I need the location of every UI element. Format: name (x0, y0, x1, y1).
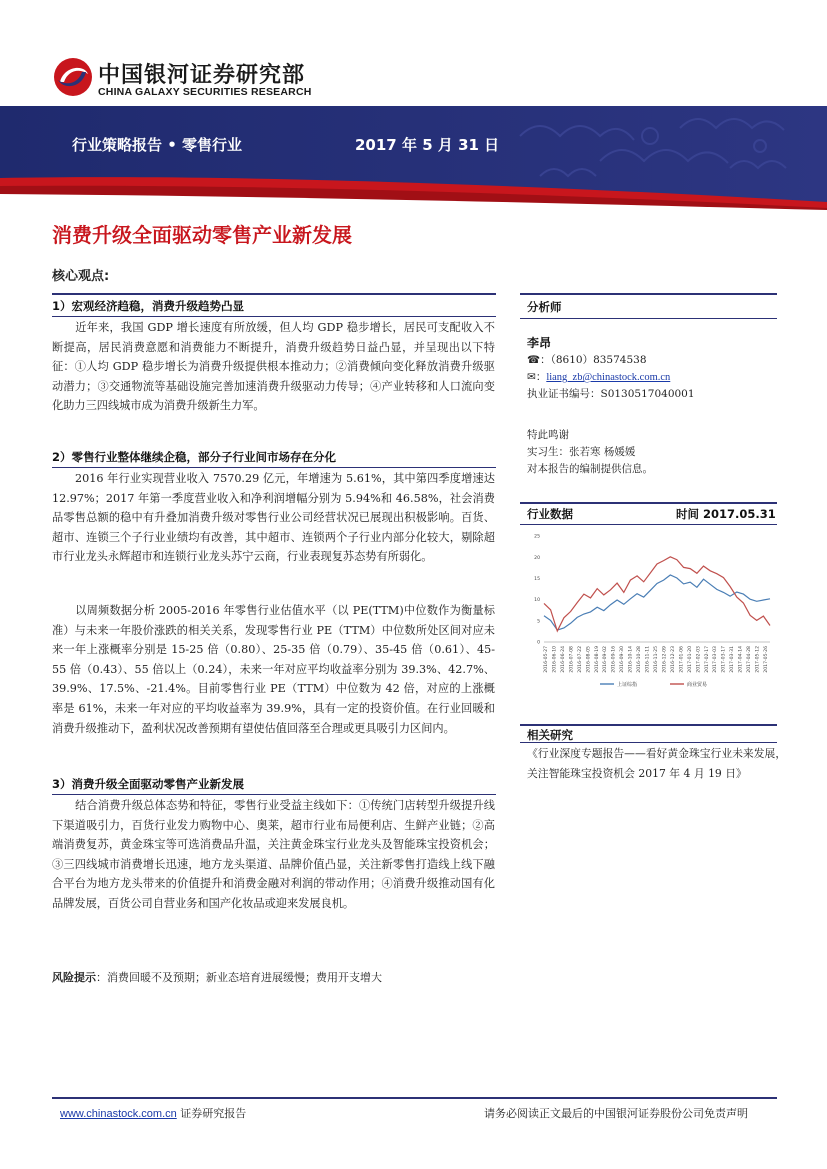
x-tick-label: 2017-02-17 (704, 646, 710, 673)
section-1-text: 近年来，我国 GDP 增长速度有所放缓，但人均 GDP 稳步增长，居民可支配收入不断提高，居民消费意愿和消费能力不断提升，消费升级趋势日益凸显，并呈现出以下特征：①人均 GDP 稳步增长为消费升级提供根本推动力；②消费倾向变化释放消费升级驱动潜力；③交通物流等基础设施完善加速消费升级驱动力传导；④产业转移和人口流向变化助力三四线城市成为消费升级新生力军。 (52, 321, 495, 413)
section-3-text: 结合消费升级总体态势和特征，零售行业受益主线如下：①传统门店转型升级提升线下渠道吸引力，百货行业发力购物中心、奥莱，超市行业布局便利店、生鲜产业链；②高端消费复苏，黄金珠宝等可选消费品升温，关注黄金珠宝行业龙头及智能珠宝投资机会；③三四线城市消费增长迅速，地方龙头渠道、品牌价值凸显，关注新零售打造线上线下融合平台为地方龙头带来的价值提升和消费金融对利润的带动作用；④消费升级推动国有化品牌发展，百货公司自营业务和国产化妆品或迎来发展良机。 (52, 799, 495, 910)
industry-chart (520, 524, 776, 692)
phone-icon: ☎ (527, 354, 541, 366)
section-1-body (52, 318, 495, 416)
analyst-email: ✉：liang_zb@chinastock.com.cn (527, 371, 671, 383)
x-tick-label: 2017-05-12 (755, 646, 761, 673)
section-2-text-2: 以周频数据分析 2005-2016 年零售行业估值水平（以 PE(TTM)中位数作为衡量标准）与未来一年股价涨跌的相关关系，发现零售行业 PE（TTM）中位数所处区间对应未来一年上涨概率分别是 15-25 倍（0.80）、25-35 倍（0.79）、35-45 倍（0.61）、45-55 倍（0.43）、55 倍以上（0.24），未来一年对应平均收益率分别为 39.3%、42.7%、39.9%、17.5%、-21.4%。目前零售行业 PE（TTM）中位数为 42 倍，对应的上涨概率是 61%，未来一年对应的平均收益率为 39.9%，具有一定的投资价值。在行业回暖和消费升级推动下，盈利状况改善预期有望使估值回落至合理或更具吸引力区间内。 (52, 604, 495, 735)
x-tick-label: 2016-06-24 (560, 646, 566, 673)
x-tick-label: 2017-02-03 (696, 646, 702, 673)
legend-label: 上证综指 (617, 682, 638, 688)
related-rule (520, 742, 777, 743)
logo-english-name: CHINA GALAXY SECURITIES RESEARCH (98, 86, 312, 98)
x-tick-label: 2016-10-28 (637, 646, 643, 673)
footer-rule (52, 1097, 777, 1099)
related-research[interactable]: 《行业深度专题报告——看好黄金珠宝行业未来发展，关注智能珠宝投资机会 2017 年 4 月 19 日》 (527, 747, 787, 780)
analyst-phone (527, 352, 647, 369)
section-2-text: 2016 年行业实现营业收入 7570.29 亿元，年增速为 5.61%，其中第四季度增速达 12.97%；2017 年第一季度营业收入和净利润增幅分别为 5.94%和 46.58%，社会消费品零售总额的稳中有升叠加消费升级对零售行业公司经营状况已展现出积极影响。百货、超市、连锁三个子行业业绩均有改善，其中超市、连锁两个子行业内部分化较大，剔除超市行业龙头永辉超市和连锁行业龙头苏宁云商，行业表现复苏态势有所弱化。 (52, 472, 495, 564)
risk-text: ：消费回暖不及预期；新业态培育进展缓慢；费用开支增大 (96, 971, 382, 984)
report-title: 消费升级全面驱动零售产业新发展 (52, 223, 352, 247)
section-2-body (52, 469, 495, 567)
thanks-heading: 特此鸣谢 (527, 429, 569, 441)
x-tick-label: 2017-05-26 (764, 646, 769, 673)
footer-left (60, 1105, 246, 1121)
analyst-name: 李昂 (527, 336, 552, 350)
chart-lines (544, 557, 770, 631)
x-tick-label: 2017-01-06 (679, 646, 685, 673)
x-tick-label: 2016-10-14 (628, 646, 634, 673)
industry-data-heading: 行业数据 (527, 507, 573, 521)
chart-axes (534, 534, 770, 673)
x-tick-label: 2017-03-31 (730, 646, 736, 673)
series-line-2 (544, 557, 770, 631)
interns: 实习生：张若寒 杨媛媛 (527, 446, 636, 458)
time-label: 时间 (676, 507, 699, 521)
x-tick-label: 2016-07-08 (569, 646, 575, 673)
analyst-email-link[interactable]: liang_zb@chinastock.com.cn (546, 372, 671, 383)
logo-chinese-name: 中国银河证券研究部 (98, 63, 306, 88)
x-tick-label: 2017-03-03 (713, 646, 719, 673)
right-top-rule (520, 293, 777, 295)
section-3-title: 3）消费升级全面驱动零售产业新发展 (52, 777, 244, 791)
mail-icon: ✉ (527, 371, 536, 383)
report-date: 2017 年 5 月 31 日 (355, 136, 500, 154)
x-tick-label: 2016-08-19 (594, 646, 600, 673)
section-3-rule (52, 794, 496, 795)
x-tick-label: 2016-09-30 (620, 646, 626, 673)
time-value: 2017.05.31 (703, 507, 776, 521)
related-top-rule (520, 724, 777, 726)
y-tick-label: 20 (534, 555, 540, 561)
x-tick-label: 2017-01-20 (687, 646, 693, 673)
x-tick-label: 2017-04-14 (738, 646, 744, 673)
analyst-rule (520, 318, 777, 319)
x-tick-label: 2016-08-05 (586, 646, 592, 673)
header-banner (0, 106, 827, 210)
x-tick-label: 2016-12-23 (670, 646, 676, 673)
left-top-rule (52, 293, 496, 295)
risk-warning (52, 969, 382, 985)
industry-data-top-rule (520, 502, 777, 504)
x-tick-label: 2017-03-17 (721, 646, 727, 673)
section-2-rule (52, 467, 496, 468)
logo-icon (52, 56, 94, 98)
related-heading: 相关研究 (527, 728, 573, 742)
x-tick-label: 2017-04-28 (747, 646, 753, 673)
disclaimer-note: 请务必阅读正文最后的中国银河证券股份公司免责声明 (484, 1107, 748, 1120)
footer-left-suffix: 证券研究报告 (176, 1107, 247, 1120)
x-tick-label: 2016-07-22 (577, 646, 583, 673)
legend-label: 商业贸易 (687, 682, 708, 688)
analyst-license: 执业证书编号：S0130517040001 (527, 388, 695, 400)
x-tick-label: 2016-09-16 (611, 646, 617, 673)
y-tick-label: 25 (534, 534, 540, 540)
x-tick-label: 2016-05-27 (544, 646, 549, 673)
thanks-note: 对本报告的编制提供信息。 (527, 463, 653, 475)
x-tick-label: 2016-06-10 (552, 646, 558, 673)
section-3-body (52, 796, 495, 914)
y-tick-label: 5 (537, 619, 540, 625)
report-category: 行业策略报告 • 零售行业 (72, 136, 243, 154)
analyst-heading: 分析师 (527, 300, 562, 314)
industry-data-time (676, 506, 776, 522)
x-tick-label: 2016-12-09 (662, 646, 668, 673)
section-1-title: 1）宏观经济趋稳，消费升级趋势凸显 (52, 299, 244, 313)
risk-label: 风险提示 (52, 971, 96, 984)
section-2-title: 2）零售行业整体继续企稳，部分子行业间市场存在分化 (52, 450, 336, 464)
x-tick-label: 2016-09-02 (603, 646, 609, 673)
analyst-phone-text: ：（8610）83574538 (540, 354, 647, 366)
x-tick-label: 2016-11-11 (645, 646, 651, 673)
section-1-rule (52, 316, 496, 317)
y-tick-label: 15 (534, 577, 540, 582)
website-link[interactable]: www.chinastock.com.cn (60, 1108, 177, 1120)
core-views-heading: 核心观点: (52, 269, 110, 284)
y-tick-label: 0 (537, 640, 540, 646)
y-tick-label: 10 (534, 598, 540, 604)
x-tick-label: 2016-11-25 (654, 646, 659, 673)
chart-legend (600, 681, 707, 688)
section-2-body-2 (52, 601, 495, 738)
